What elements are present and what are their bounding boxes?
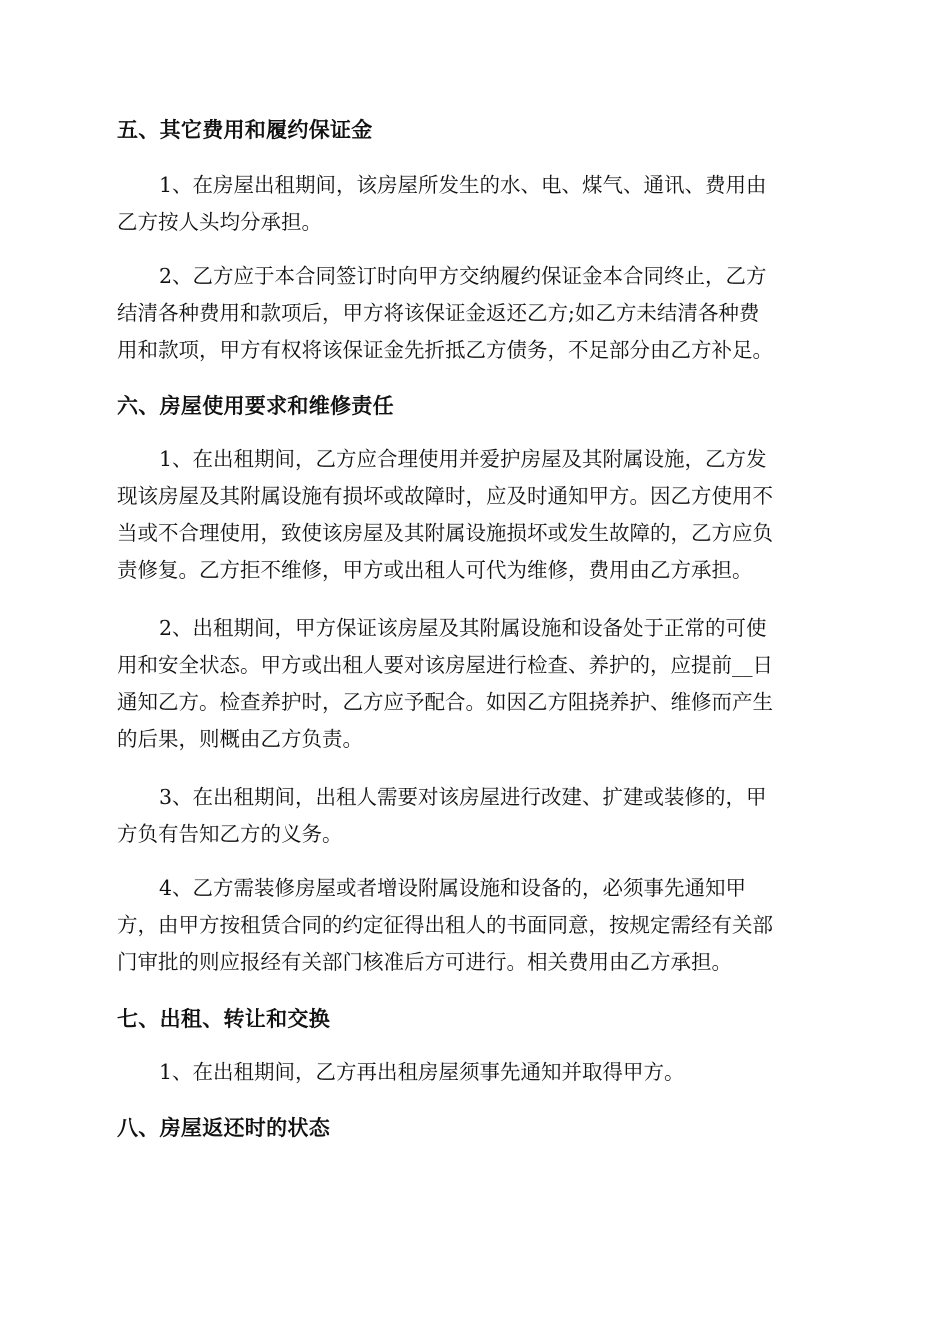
paragraph — [117, 870, 833, 981]
paragraph — [117, 167, 833, 241]
paragraph-line: 门审批的则应报经有关部门核准后方可进行。相关费用由乙方承担。 — [117, 950, 732, 974]
paragraph — [117, 610, 833, 758]
paragraph-line: 责修复。乙方拒不维修，甲方或出租人可代为维修，费用由乙方承担。 — [117, 558, 753, 582]
paragraph — [117, 258, 833, 369]
paragraph-line: 1、在出租期间，乙方再出租房屋须事先通知并取得甲方。 — [159, 1060, 685, 1084]
paragraph — [117, 779, 833, 853]
paragraph-line: 3、在出租期间，出租人需要对该房屋进行改建、扩建或装修的，甲 — [159, 785, 767, 809]
paragraph-line: 现该房屋及其附属设施有损坏或故障时，应及时通知甲方。因乙方使用不 — [117, 484, 773, 508]
paragraph-line: 结清各种费用和款项后，甲方将该保证金返还乙方;如乙方未结清各种费 — [117, 301, 760, 325]
paragraph — [117, 1054, 833, 1091]
paragraph-line: 当或不合理使用，致使该房屋及其附属设施损坏或发生故障的，乙方应负 — [117, 521, 773, 545]
paragraph-line: 用和安全状态。甲方或出租人要对该房屋进行检查、养护的，应提前__日 — [117, 653, 773, 677]
paragraph-line: 2、乙方应于本合同签订时向甲方交纳履约保证金本合同终止，乙方 — [159, 264, 767, 288]
paragraph-line: 1、在房屋出租期间，该房屋所发生的水、电、煤气、通讯、费用由 — [159, 173, 767, 197]
section-heading: 五、其它费用和履约保证金 — [117, 118, 373, 142]
paragraph-line: 2、出租期间，甲方保证该房屋及其附属设施和设备处于正常的可使 — [159, 616, 767, 640]
paragraph-line: 方，由甲方按租赁合同的约定征得出租人的书面同意，按规定需经有关部 — [117, 913, 773, 937]
paragraph-line: 用和款项，甲方有权将该保证金先折抵乙方债务，不足部分由乙方补足。 — [117, 338, 773, 362]
paragraph — [117, 441, 833, 589]
paragraph-line: 1、在出租期间，乙方应合理使用并爱护房屋及其附属设施，乙方发 — [159, 447, 767, 471]
paragraph-line: 乙方按人头均分承担。 — [117, 210, 322, 234]
paragraph-line: 方负有告知乙方的义务。 — [117, 822, 343, 846]
paragraph-line: 4、乙方需装修房屋或者增设附属设施和设备的，必须事先通知甲 — [159, 876, 747, 900]
section-heading: 八、房屋返还时的状态 — [117, 1116, 330, 1140]
section-heading: 七、出租、转让和交换 — [117, 1007, 330, 1031]
section-heading: 六、房屋使用要求和维修责任 — [117, 394, 394, 418]
paragraph-line: 的后果，则概由乙方负责。 — [117, 727, 363, 751]
paragraph-line: 通知乙方。检查养护时，乙方应予配合。如因乙方阻挠养护、维修而产生 — [117, 690, 773, 714]
